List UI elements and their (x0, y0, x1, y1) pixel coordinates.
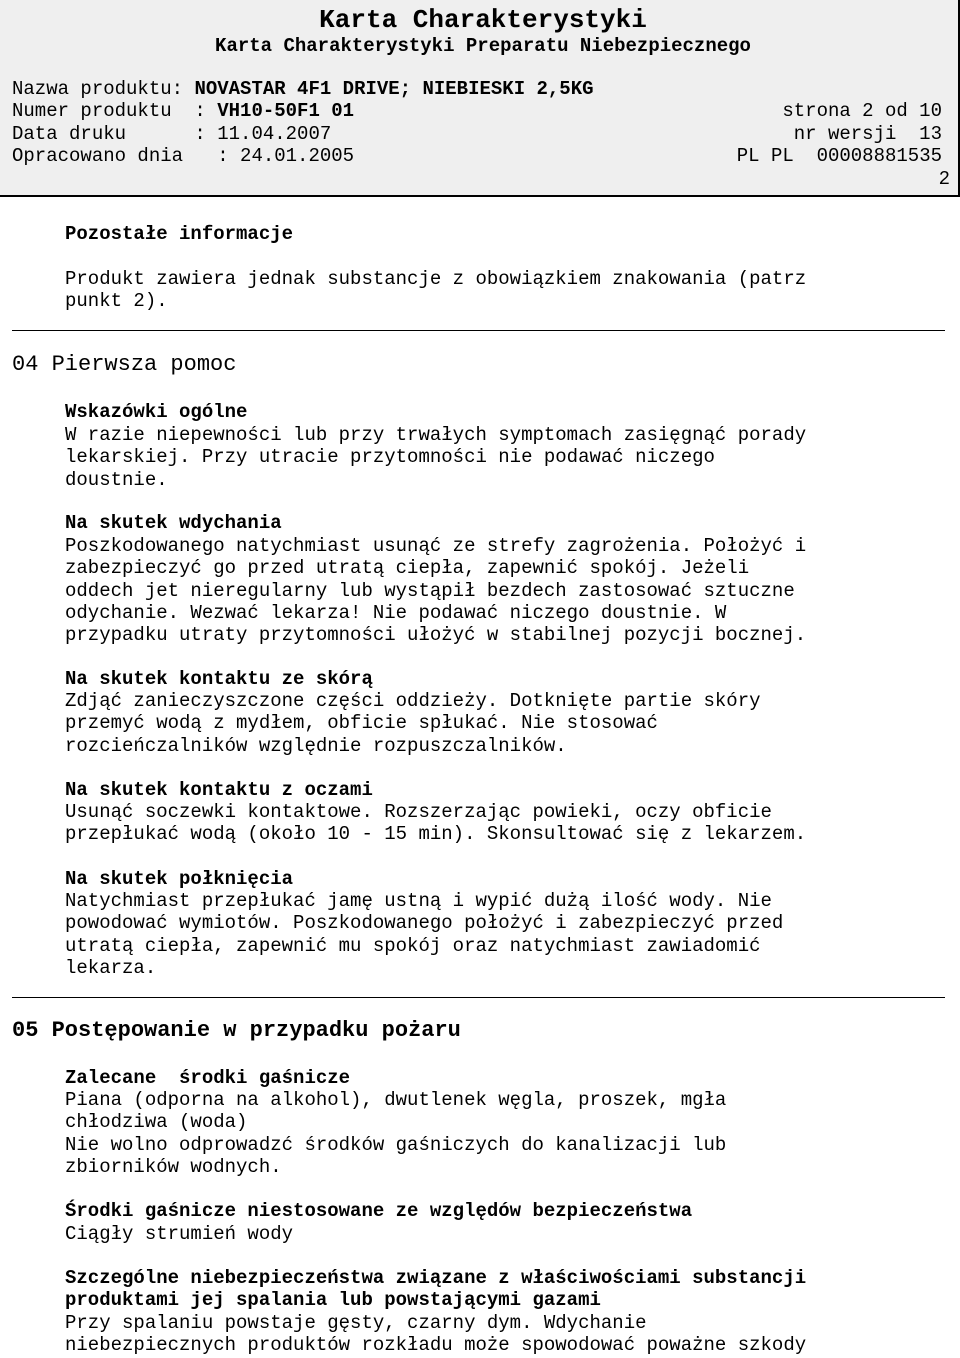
page-indicator: strona 2 od 10 (782, 100, 942, 122)
skin-contact-heading: Na skutek kontaktu ze skórą (65, 668, 373, 690)
prepared-date: Opracowano dnia : 24.01.2005 (12, 145, 355, 167)
document-subtitle: Karta Charakterystyki Preparatu Niebezpiecznego (215, 35, 751, 57)
extinguishing-agents-heading: Zalecane środki gaśnicze (65, 1067, 351, 1089)
ingestion-heading: Na skutek połknięcia (65, 868, 294, 890)
version-number: nr wersji 13 (793, 123, 942, 145)
other-info-text: Produkt zawiera jednak substancje z obowiązkiem znakowania (patrz punkt 2). (65, 268, 807, 313)
product-name-label: Nazwa produktu: (12, 78, 195, 100)
product-number: VH10-50F1 01 (217, 100, 355, 122)
inhalation-heading: Na skutek wdychania (65, 512, 282, 534)
document-code: PL PL 00008881535 (736, 145, 942, 167)
document-title: Karta Charakterystyki (319, 5, 647, 35)
ingestion-text: Natychmiast przepłukać jamę ustną i wypić dużą ilość wody. Nie powodować wymiotów. Poszkodowanego położyć i zabezpieczyć przed utratą ciepła, zapewnić mu spokój oraz natychmiast zawiadomić lekarza. (65, 890, 784, 979)
section-05-title-text: Postępowanie w przypadku pożaru (51, 1018, 461, 1043)
eye-contact-heading: Na skutek kontaktu z oczami (65, 779, 373, 801)
section-05-title (12, 1018, 461, 1043)
page-number: 2 (938, 168, 950, 190)
skin-contact-text: Zdjąć zanieczyszczone części oddzieży. Dotknięte partie skóry przemyć wodą z mydłem, obficie spłukać. Nie stosować rozcieńczalników względnie rozpuszczalników. (65, 690, 761, 757)
product-name: NOVASTAR 4F1 DRIVE; NIEBIESKI 2,5KG (194, 78, 594, 100)
inhalation-text: Poszkodowanego natychmiast usunąć ze strefy zagrożenia. Położyć i zabezpieczyć go przed utratą ciepła, zapewnić spokój. Jeżeli oddech jet nieregularny lub wystąpił bezdech zastosować sztuczne odychanie. Wezwać lekarza! Nie podawać niczego doustnie. W przypadku utraty przytomności ułożyć w stabilnej pozycji bocznej. (65, 535, 807, 647)
other-info-heading: Pozostałe informacje (65, 223, 294, 245)
document-header (0, 0, 960, 197)
print-date: Data druku : 11.04.2007 (12, 123, 332, 145)
section-04-title: 04 Pierwsza pomoc (12, 352, 237, 377)
eye-contact-text: Usunąć soczewki kontaktowe. Rozszerzając powieki, oczy obficie przepłukać wodą (około 10 - 15 min). Skonsultować się z lekarzem. (65, 801, 807, 846)
product-number-row (12, 100, 354, 122)
section-05-number: 05 (12, 1018, 52, 1043)
product-name-row (12, 78, 594, 100)
product-number-label: Numer produktu : (12, 100, 218, 122)
section-divider (12, 997, 945, 998)
general-advice-heading: Wskazówki ogólne (65, 401, 248, 423)
general-advice-text: W razie niepewności lub przy trwałych symptomach zasięgnąć porady lekarskiej. Przy utracie przytomności nie podawać niczego doustnie. (65, 424, 807, 491)
special-hazards-heading: Szczególne niebezpieczeństwa związane z właściwościami substancji produktami jej spalania lub powstającymi gazami (65, 1267, 807, 1312)
section-divider (12, 330, 945, 331)
special-hazards-text: Przy spalaniu powstaje gęsty, czarny dym. Wdychanie niebezpiecznych produktów rozkładu może spowodować poważne szkody (65, 1312, 807, 1357)
unsuitable-agents-heading: Środki gaśnicze niestosowane ze względów bezpieczeństwa (65, 1200, 693, 1222)
extinguishing-agents-text: Piana (odporna na alkohol), dwutlenek węgla, proszek, mgła chłodziwa (woda) Nie wolno odprowadzć środków gaśniczych do kanalizacji lub zbiorników wodnych. (65, 1089, 727, 1178)
unsuitable-agents-text: Ciągły strumień wody (65, 1223, 294, 1245)
